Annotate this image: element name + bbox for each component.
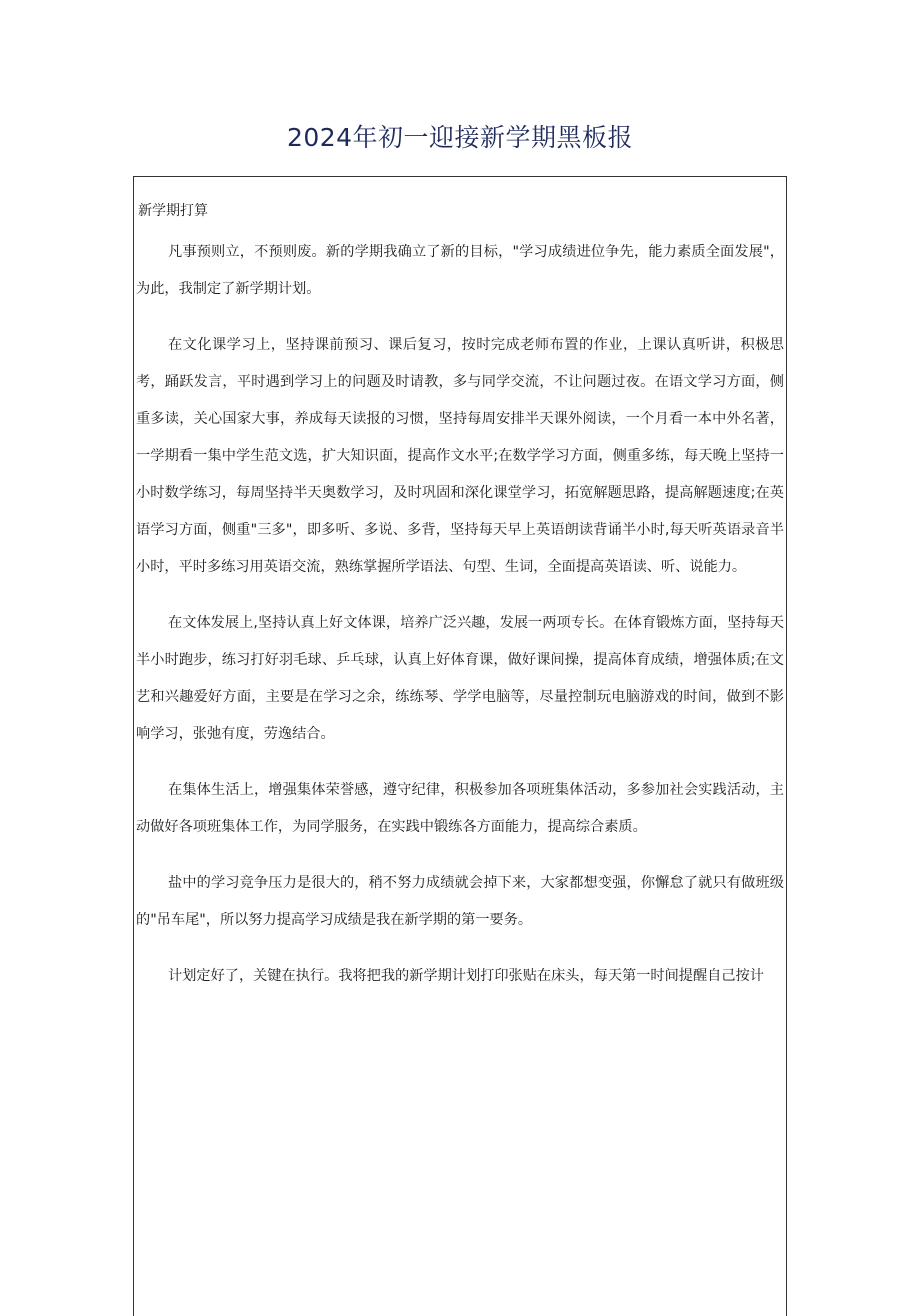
- body-text: [136, 234, 784, 1014]
- paragraph-execution: 计划定好了，关键在执行。我将把我的新学期计划打印张贴在床头，每天第一时间提醒自己按计: [168, 968, 764, 984]
- paragraph-sports-arts: 在文体发展上,坚持认真上好文体课，培养广泛兴趣，发展一两项专长。在体育锻炼方面，坚持每天半小时跑步，练习打好羽毛球、乒乓球，认真上好体育课，做好课间操，提高体育成绩，增强体质;在文艺和兴趣爱好方面，主要是在学习之余，练练琴、学学电脑等，尽量控制玩电脑游戏的时间，做到不影响学习，张弛有度，劳逸结合。: [136, 615, 784, 742]
- paragraph-collective-life: 在集体生活上，增强集体荣誉感，遵守纪律，积极参加各项班集体活动，多参加社会实践活动，主动做好各项班集体工作，为同学服务，在实践中锻练各方面能力，提高综合素质。: [136, 782, 784, 835]
- paragraph-intro: 凡事预则立，不预则废。新的学期我确立了新的目标，"学习成绩进位争先，能力素质全面发展"，为此，我制定了新学期计划。: [136, 244, 784, 297]
- paragraph-culture-study: 在文化课学习上，坚持课前预习、课后复习，按时完成老师布置的作业，上课认真听讲，积极思考，踊跃发言，平时遇到学习上的问题及时请教，多与同学交流，不让问题过夜。在语文学习方面，侧重多读，关心国家大事，养成每天读报的习惯，坚持每周安排半天课外阅读，一个月看一本中外名著，一学期看一集中学生范文选，扩大知识面，提高作文水平;在数学学习方面，侧重多练，每天晚上坚持一小时数学练习，每周坚持半天奥数学习，及时巩固和深化课堂学习，拓宽解题思路，提高解题速度;在英语学习方面，侧重"三多"，即多听、多说、多背，坚持每天早上英语朗读背诵半小时,每天听英语录音半小时，平时多练习用英语交流，熟练掌握所学语法、句型、生词，全面提高英语读、听、说能力。: [136, 337, 784, 575]
- section-heading: 新学期打算: [138, 203, 208, 219]
- content-box: [133, 176, 787, 1316]
- paragraph-competition: 盐中的学习竞争压力是很大的，稍不努力成绩就会掉下来，大家都想变强，你懈怠了就只有做班级的"吊车尾"，所以努力提高学习成绩是我在新学期的第一要务。: [136, 875, 784, 928]
- page-title: 2024年初一迎接新学期黑板报: [286, 123, 634, 152]
